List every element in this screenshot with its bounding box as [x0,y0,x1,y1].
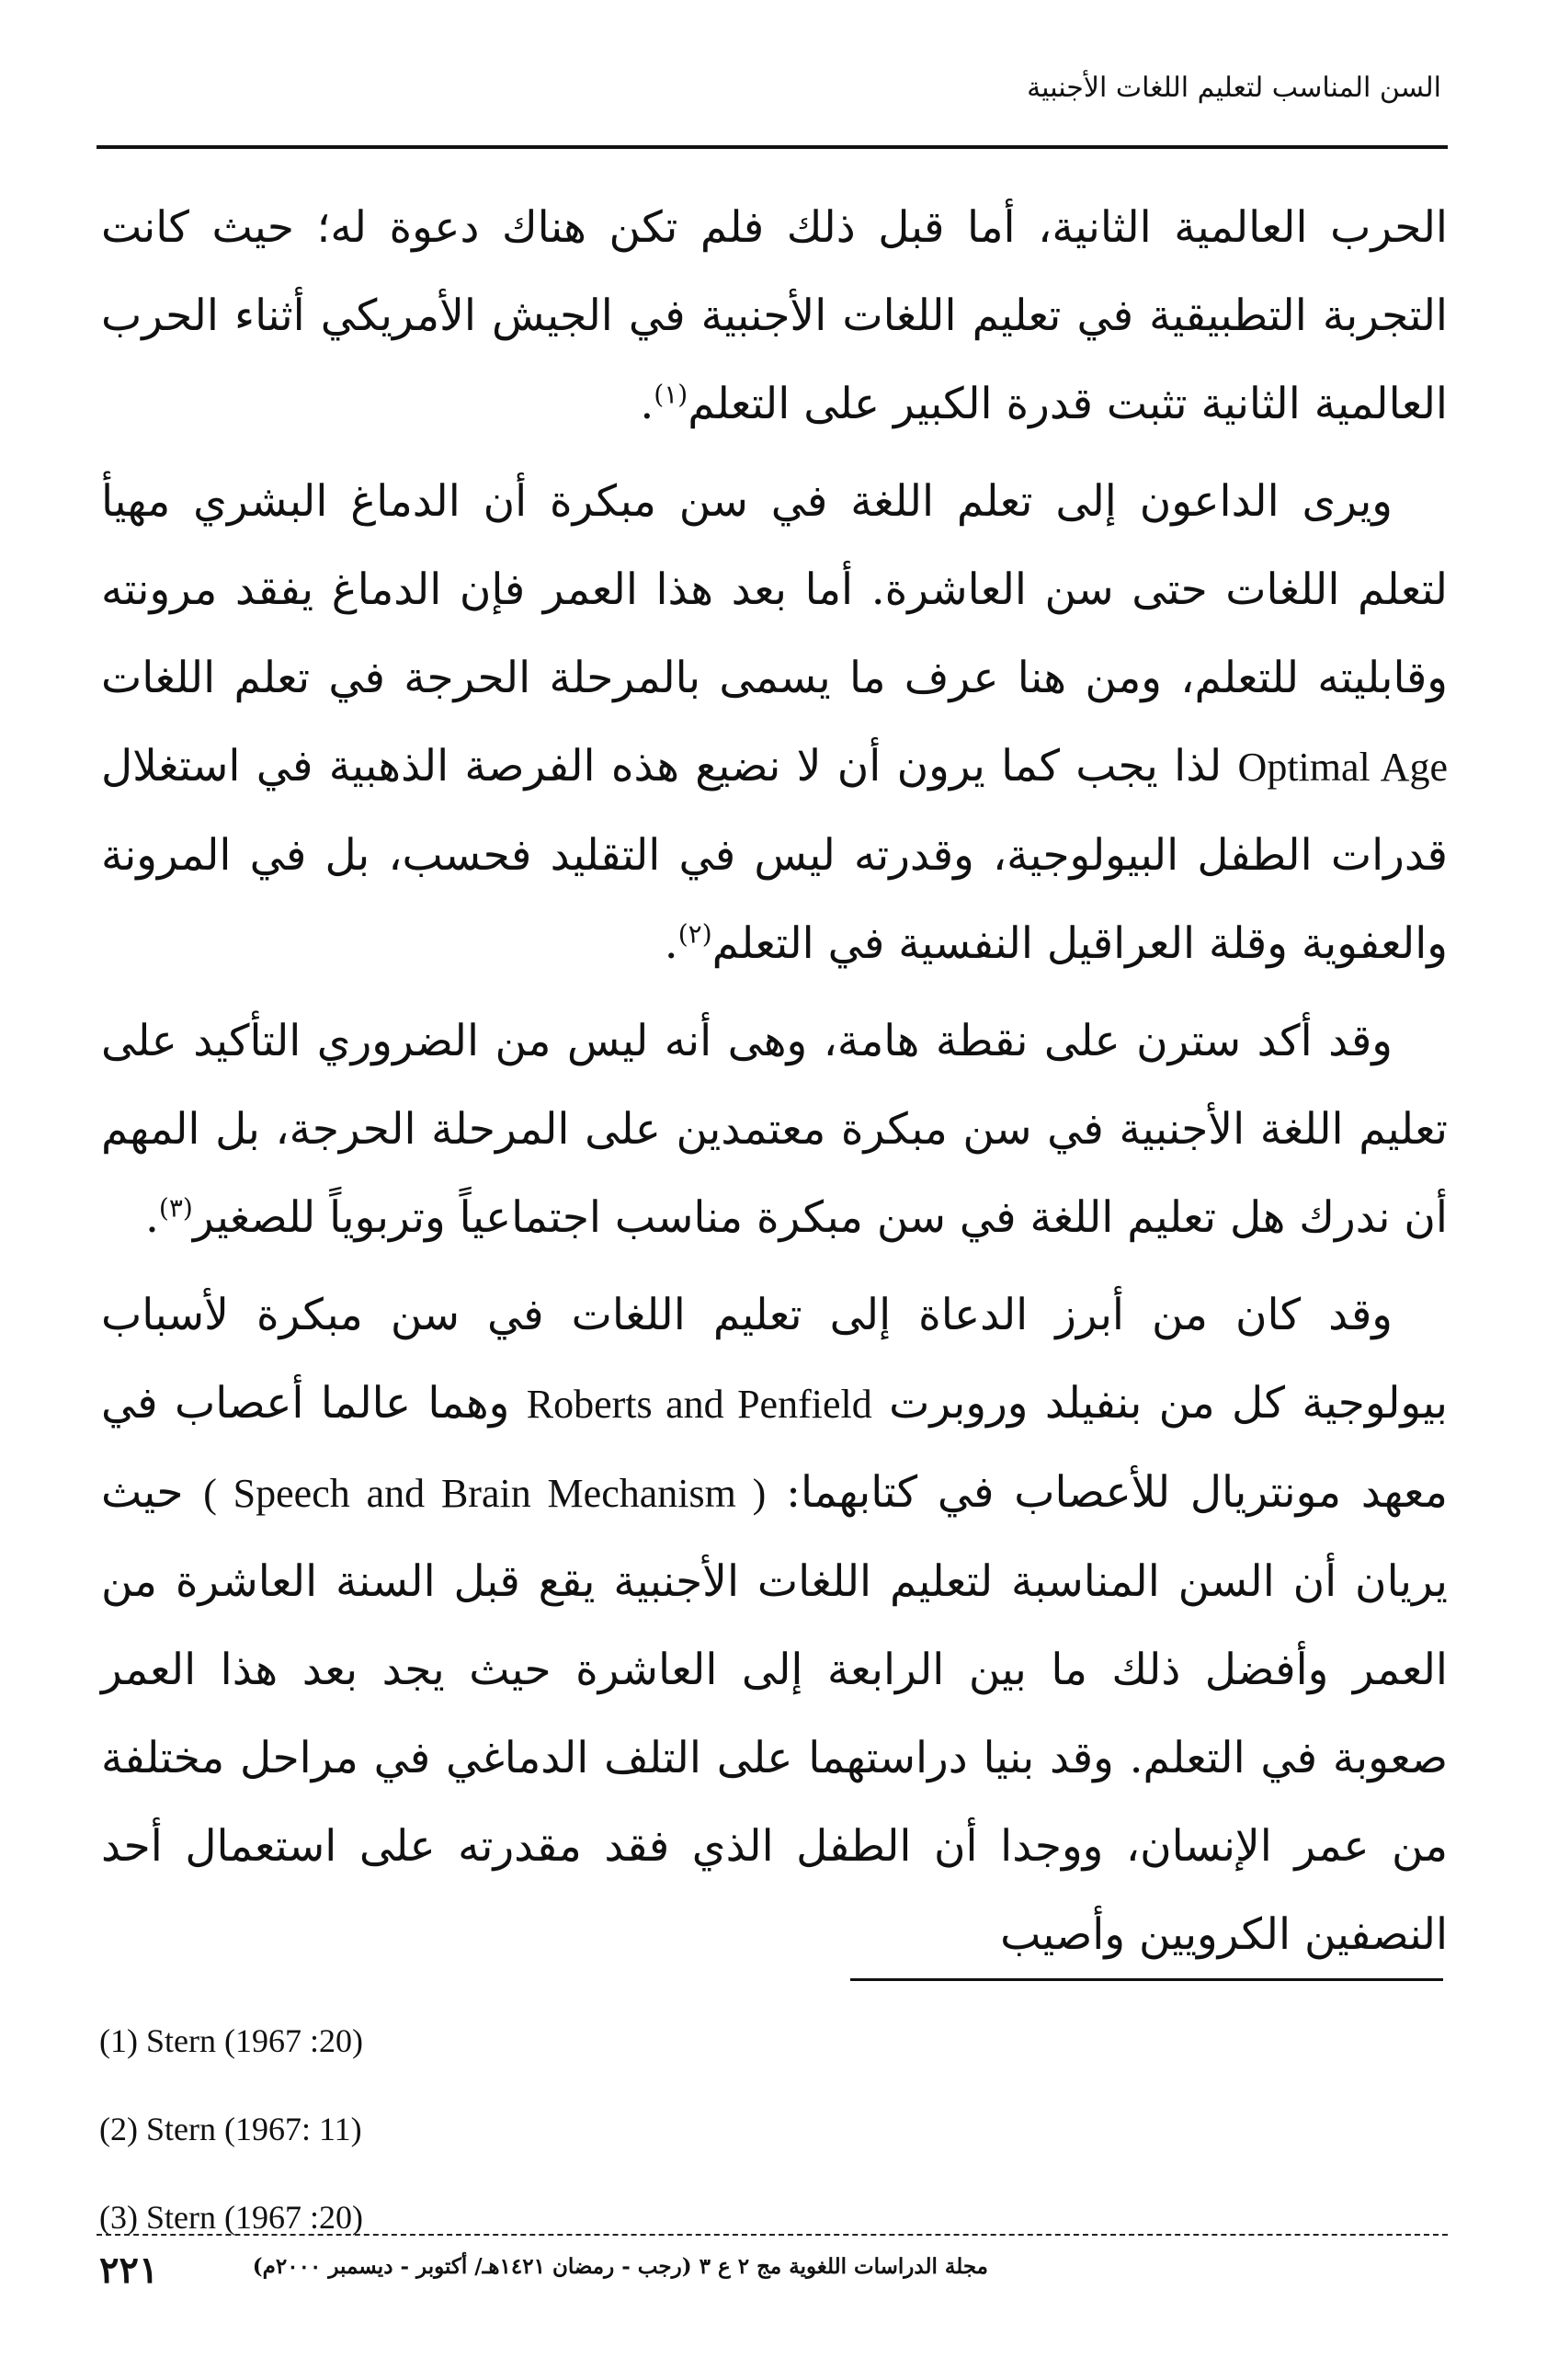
header-rule [97,145,1448,149]
latin-term-optimal-age: Optimal Age [1237,745,1448,790]
paragraph-text: . [144,1192,159,1243]
paragraph-4 [101,1271,1448,1979]
footnote-1: (1) Stern (1967 :20) [99,2022,363,2059]
paragraph-3 [101,997,1448,1262]
paragraph-text: وقد أكد سترن على نقطة هامة، وهى أنه ليس من الضروري التأكيد على تعليم اللغة الأجنبية في سن مبكرة معتمدين على المرحلة الحرجة، بل المهم أن ندرك هل تعليم اللغة في سن مبكرة مناسب اجتماعياً وتربوياً للصغير [101,1016,1448,1243]
footnote-ref-3: (٣) [158,1192,193,1224]
journal-citation: مجلة الدراسات اللغوية مج ٢ ع ٣ (رجب - رمضان ١٤٢١هـ/ أكتوبر - ديسمبر ٢٠٠٠م) [252,2254,988,2279]
body-text [101,184,1448,1988]
latin-author-names: Roberts and Penfield [526,1382,872,1427]
paragraph-text: الحرب العالمية الثانية، أما قبل ذلك فلم تكن هناك دعوة له؛ حيث كانت التجربة التطبيقية في تعليم اللغات الأجنبية في الجيش الأمريكي أثناء الحرب العالمية الثانية تثبت قدرة الكبير على التعلم [101,202,1448,429]
footnote-3: (3) Stern (1967 :20) [99,2199,363,2236]
paragraph-text: . [640,379,654,429]
footnotes-rule [850,1978,1443,1981]
running-header: السن المناسب لتعليم اللغات الأجنبية [1027,72,1441,104]
paragraph-text: وقد كان من أبرز الدعاة إلى تعليم اللغات في سن مبكرة لأسباب بيولوجية كل من بنفيلد وروبرت [101,1290,1448,1429]
paragraph-2 [101,458,1448,988]
page-number: ٢٢١ [99,2249,159,2292]
paragraph-text: . [664,918,678,969]
paragraph-text: ويرى الداعون إلى تعلم اللغة في سن مبكرة أن الدماغ البشري مهيأ لتعلم اللغات حتى سن العاشرة. أما بعد هذا العمر فإن الدماغ يفقد مرونته وقابليته للتعلم، ومن هنا عرف ما يسمى بالمرحلة الحرجة في تعلم اللغات [101,476,1448,703]
paragraph-1 [101,184,1448,449]
latin-book-title: ( Speech and Brain Mechanism ) [203,1471,767,1516]
footnote-ref-2: (٢) [677,918,712,950]
footnote-2: (2) Stern (1967: 11) [99,2111,362,2147]
footer-rule [97,2234,1448,2236]
footnote-ref-1: (١) [654,379,688,410]
paragraph-text: حيث يريان أن السن المناسبة لتعليم اللغات الأجنبية يقع قبل السنة العاشرة من العمر وأفضل ذلك ما بين الرابعة إلى العاشرة حيث يجد بعد هذا العمر صعوبة في التعلم. وقد بنيا دراستهما على التلف الدماغي في مراحل مختلفة من عمر الإنسان، ووجدا أن الطفل الذي فقد مقدرته على استعمال أحد النصفين الكرويين وأصيب [101,1467,1448,1960]
paragraph-text: لذا يجب كما يرون أن لا نضيع هذه الفرصة الذهبية في استغلال قدرات الطفل البيولوجية، وقدرته ليس في التقليد فحسب، بل في المرونة والعفوية وقلة العراقيل النفسية في التعلم [101,741,1448,969]
paragraph-text: وهما عالما أعصاب في معهد مونتريال للأعصاب في كتابهما: [101,1378,1448,1518]
footnotes [99,1997,743,2261]
